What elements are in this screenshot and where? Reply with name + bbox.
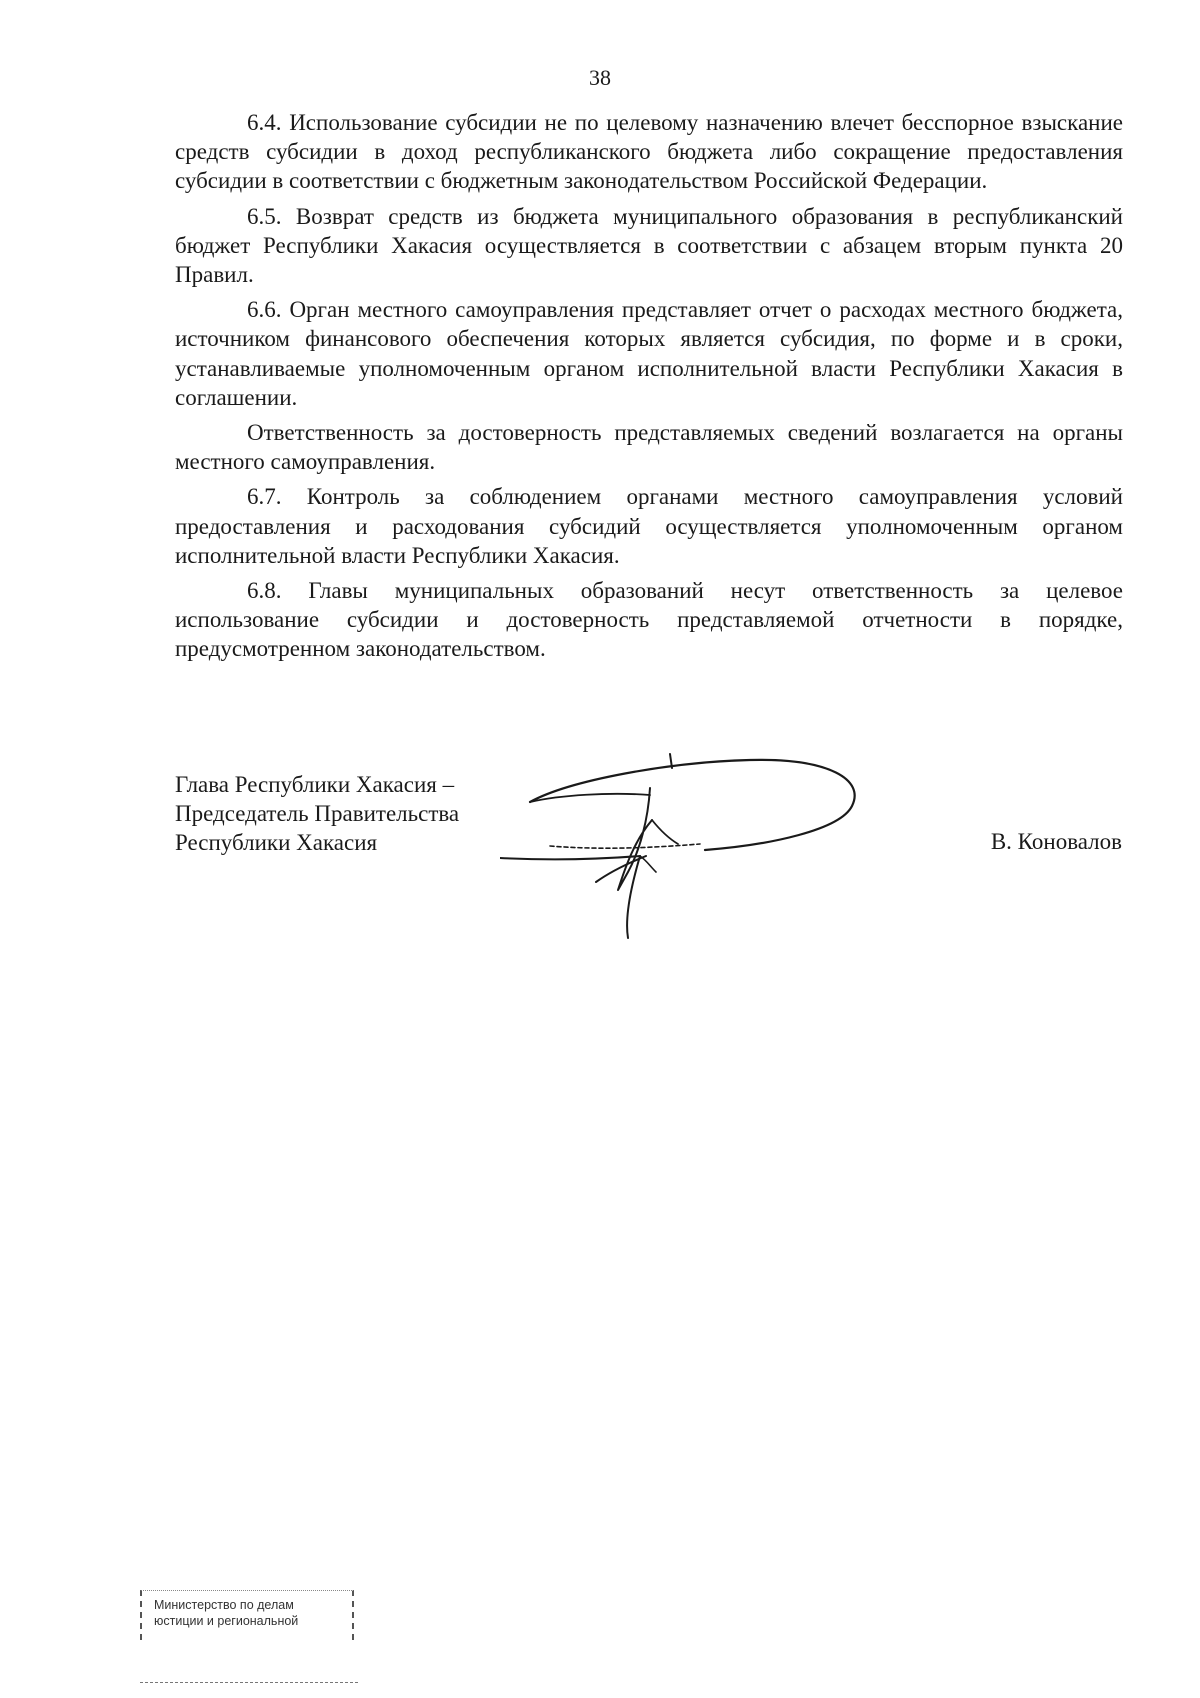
paragraph-6-5: 6.5. Возврат средств из бюджета муниципального образования в республиканский бюджет Республики Хакасия осуществляется в соответствии с абзацем вторым пункта 20 Правил. [175, 203, 1123, 288]
stamp-box [140, 1590, 354, 1640]
paragraph-6-8: 6.8. Главы муниципальных образований несут ответственность за целевое использование субсидии и достоверность представляемой отчетности в порядке, предусмотренном законодательством. [175, 578, 1123, 662]
paragraph-6-6: 6.6. Орган местного самоуправления представляет отчет о расходах местного бюджета, источником финансового обеспечения которых является субсидия, по форме и в сроки, устанавливаемые уполномоченным органом исполнительной власти Республики Хакасия в соглашении. [175, 297, 1123, 410]
registration-stamp [140, 1590, 358, 1680]
document-body [175, 108, 1123, 664]
paragraph-responsibility: Ответственность за достоверность представляемых сведений возлагается на органы местного самоуправления. [175, 420, 1123, 475]
stamp-bottom-border [140, 1682, 358, 1683]
signer-name: В. Коновалов [990, 829, 1122, 854]
signer-title-line-2: Председатель Правительства [175, 801, 460, 826]
page-number: 38 [589, 65, 611, 90]
paragraph-6-4: 6.4. Использование субсидии не по целевому назначению влечет бесспорное взыскание средств субсидии в доход республиканского бюджета либо сокращение предоставления субсидии в соответствии с бюджетным законодательством Российской Федерации. [175, 110, 1123, 194]
stamp-line-1: Министерство по делам [154, 1598, 294, 1612]
signer-title-line-1: Глава Республики Хакасия – [175, 772, 455, 797]
stamp-line-2: юстиции и региональной [154, 1614, 299, 1628]
signer-title [175, 770, 459, 857]
paragraph-6-7: 6.7. Контроль за соблюдением органами местного самоуправления условий предоставления и расходования субсидий осуществляется уполномоченным органом исполнительной власти Республики Хакасия. [175, 484, 1123, 568]
signer-title-line-3: Республики Хакасия [175, 830, 378, 855]
handwritten-signature [500, 740, 880, 940]
